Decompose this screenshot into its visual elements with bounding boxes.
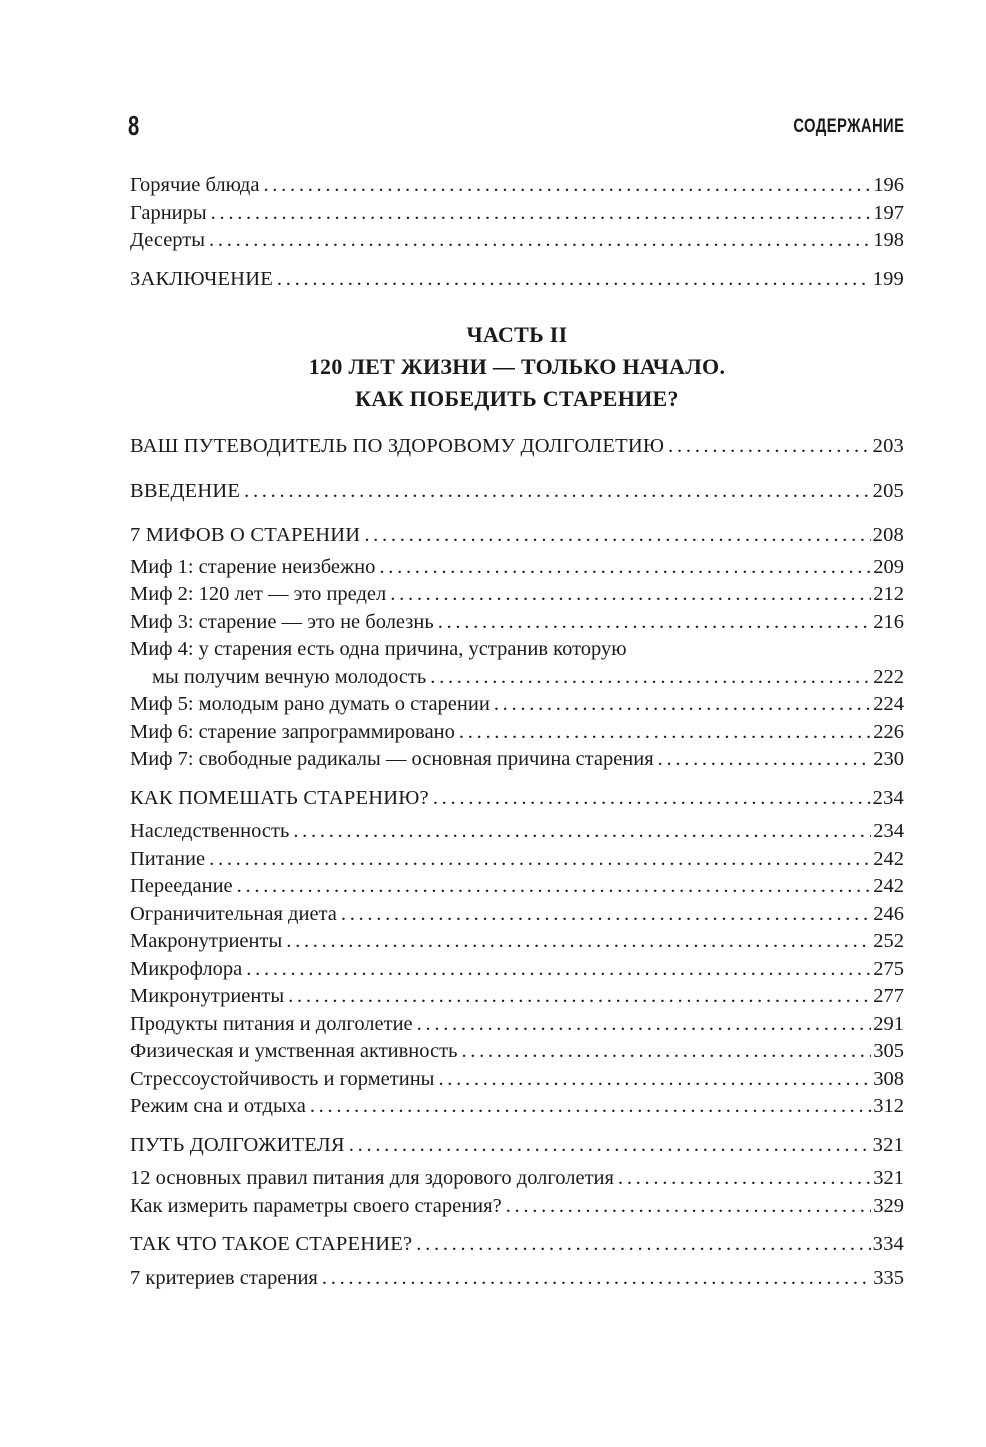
toc-entry-page: 226 xyxy=(873,720,904,743)
toc-entry-page: 321 xyxy=(873,1167,904,1189)
toc-entry-label: Микрофлора xyxy=(130,957,243,980)
toc-chapter-prevent xyxy=(130,785,904,813)
toc-entry-page: 197 xyxy=(873,201,904,224)
toc-entry xyxy=(130,719,904,747)
toc-entry-label: Макронутриенты xyxy=(130,930,283,952)
toc-leader xyxy=(658,746,872,774)
toc-entry-label: Переедание xyxy=(130,875,233,897)
toc-entry-page: 242 xyxy=(873,847,904,870)
toc-leader xyxy=(209,227,871,255)
toc-entry-page: 230 xyxy=(873,748,904,770)
toc-entry-page: 198 xyxy=(873,229,904,251)
toc-entry xyxy=(130,664,904,692)
toc-leader xyxy=(322,1265,871,1293)
toc-entry-page: 246 xyxy=(873,902,904,925)
toc-entry-page: 275 xyxy=(873,957,904,980)
toc-chapter-conclusion xyxy=(130,266,904,294)
toc-chapter-label: ВАШ ПУТЕВОДИТЕЛЬ ПО ЗДОРОВОМУ ДОЛГОЛЕТИЮ xyxy=(130,435,665,457)
toc-entry-page: 291 xyxy=(873,1012,904,1035)
table-of-contents xyxy=(130,172,904,1292)
toc-chapter-intro xyxy=(130,478,904,506)
toc-chapter-label: ТАК ЧТО ТАКОЕ СТАРЕНИЕ? xyxy=(130,1233,413,1255)
part-title-line-1: 120 ЛЕТ ЖИЗНИ — ТОЛЬКО НАЧАЛО. xyxy=(308,354,726,379)
toc-entry xyxy=(130,1011,904,1039)
toc-entry xyxy=(130,1066,904,1094)
toc-chapter-label: 7 МИФОВ О СТАРЕНИИ xyxy=(130,524,361,546)
toc-entry-page: 242 xyxy=(873,875,904,897)
toc-leader xyxy=(286,928,871,956)
toc-entry-label: Стрессоустойчивость и горметины xyxy=(130,1067,435,1090)
toc-entry-page: 216 xyxy=(873,610,904,633)
toc-entry-first-line: Миф 4: у старения есть одна причина, устранив которую xyxy=(130,638,627,660)
toc-entry-page: 329 xyxy=(873,1194,904,1217)
toc-entry-page: 209 xyxy=(873,555,904,578)
toc-entry-label: Миф 2: 120 лет — это предел xyxy=(130,583,387,605)
toc-leader xyxy=(417,1011,872,1039)
toc-chapter-page: 321 xyxy=(872,1133,904,1156)
toc-leader xyxy=(379,554,871,582)
toc-entry xyxy=(130,956,904,984)
toc-entry-page: 196 xyxy=(873,174,904,196)
toc-leader xyxy=(277,266,871,294)
toc-entry-page: 234 xyxy=(873,820,904,842)
toc-entry xyxy=(130,1265,904,1293)
toc-entry-label: мы получим вечную молодость xyxy=(152,665,427,688)
toc-leader xyxy=(244,478,871,506)
toc-entry xyxy=(130,554,904,582)
toc-leader xyxy=(438,1066,871,1094)
part-title-line-2: КАК ПОБЕДИТЬ СТАРЕНИЕ? xyxy=(355,386,679,411)
part-heading xyxy=(130,319,904,415)
toc-leader xyxy=(433,785,871,813)
toc-entry xyxy=(130,691,904,719)
toc-leader xyxy=(288,983,871,1011)
toc-leader xyxy=(364,522,870,550)
toc-entry-label: Питание xyxy=(130,847,206,870)
toc-leader xyxy=(494,691,871,719)
toc-entry xyxy=(130,928,904,956)
toc-leader xyxy=(310,1093,871,1121)
toc-leader xyxy=(461,1038,871,1066)
toc-leader xyxy=(416,1231,870,1259)
toc-entry xyxy=(130,901,904,929)
toc-chapter-label: ВВЕДЕНИЕ xyxy=(130,479,241,502)
toc-entry-label: Режим сна и отдыха xyxy=(130,1095,306,1117)
toc-entry xyxy=(130,1038,904,1066)
toc-leader xyxy=(459,719,871,747)
toc-leader xyxy=(506,1193,872,1221)
toc-entry-label: Как измерить параметры своего старения? xyxy=(130,1194,502,1217)
toc-entry-label: Наследственность xyxy=(130,820,290,842)
toc-chapter-label: ПУТЬ ДОЛГОЖИТЕЛЯ xyxy=(130,1133,345,1156)
toc-entry-label: 12 основных правил питания для здорового долголетия xyxy=(130,1167,614,1189)
toc-entry xyxy=(130,846,904,874)
toc-entry-label: Миф 7: свободные радикалы — основная причина старения xyxy=(130,748,654,770)
toc-leader xyxy=(618,1165,871,1193)
toc-entry-page: 212 xyxy=(873,583,904,605)
toc-leader xyxy=(430,664,871,692)
toc-entry-page: 222 xyxy=(873,665,904,688)
toc-chapter-label: КАК ПОМЕШАТЬ СТАРЕНИЮ? xyxy=(130,786,429,809)
toc-leader xyxy=(390,581,871,609)
toc-entry-label: Ограничительная диета xyxy=(130,902,337,925)
toc-entry-label: Миф 3: старение — это не болезнь xyxy=(130,610,434,633)
toc-entry-page: 252 xyxy=(873,930,904,952)
toc-chapter-page: 203 xyxy=(872,435,904,457)
toc-entry xyxy=(130,1093,904,1121)
toc-entry xyxy=(130,1165,904,1193)
toc-leader xyxy=(211,200,872,228)
toc-entry-page: 224 xyxy=(873,693,904,715)
toc-chapter-page: 205 xyxy=(872,479,904,502)
toc-entry-page: 305 xyxy=(873,1040,904,1062)
toc-entry-label: Физическая и умственная активность xyxy=(130,1040,458,1062)
page-number: 8 xyxy=(128,110,140,141)
toc-entry xyxy=(130,818,904,846)
toc-entry xyxy=(130,983,904,1011)
toc-chapter-path xyxy=(130,1132,904,1160)
toc-entry-page: 277 xyxy=(873,985,904,1007)
toc-chapter-page: 199 xyxy=(872,267,904,290)
toc-chapter-label: ЗАКЛЮЧЕНИЕ xyxy=(130,267,273,290)
toc-leader xyxy=(438,609,872,637)
toc-entry-label: Миф 1: старение неизбежно xyxy=(130,555,376,578)
toc-entry-label: Продукты питания и долголетие xyxy=(130,1012,413,1035)
toc-leader xyxy=(349,1132,871,1160)
toc-entry xyxy=(130,227,904,255)
toc-leader xyxy=(341,901,871,929)
toc-entry xyxy=(130,746,904,774)
toc-entry-page: 308 xyxy=(873,1067,904,1090)
toc-entry xyxy=(130,609,904,637)
toc-entry-label: Десерты xyxy=(130,229,206,251)
toc-leader xyxy=(263,172,871,200)
toc-leader xyxy=(237,873,872,901)
toc-entry-label: Миф 6: старение запрограммировано xyxy=(130,720,455,743)
running-head: СОДЕРЖАНИЕ xyxy=(792,116,904,137)
toc-entry-page: 312 xyxy=(873,1095,904,1117)
toc-entry-label: Миф 5: молодым рано думать о старении xyxy=(130,693,490,715)
toc-entry-label: 7 критериев старения xyxy=(130,1266,318,1289)
toc-entry-label: Микронутриенты xyxy=(130,985,285,1007)
toc-entry-page: 335 xyxy=(873,1266,904,1289)
toc-entry xyxy=(130,1193,904,1221)
toc-entry xyxy=(130,200,904,228)
toc-chapter-guide xyxy=(130,433,904,461)
toc-leader xyxy=(668,433,871,461)
toc-entry-label: Горячие блюда xyxy=(130,174,260,196)
toc-entry xyxy=(130,873,904,901)
toc-chapter-what xyxy=(130,1231,904,1259)
toc-chapter-page: 334 xyxy=(872,1233,904,1255)
toc-leader xyxy=(293,818,871,846)
toc-leader xyxy=(209,846,871,874)
toc-entry xyxy=(130,172,904,200)
toc-chapter-page: 234 xyxy=(872,786,904,809)
toc-chapter-page: 208 xyxy=(872,524,904,546)
toc-entry xyxy=(130,581,904,609)
part-number: ЧАСТЬ II xyxy=(466,322,568,347)
toc-leader xyxy=(246,956,871,984)
toc-chapter-myths xyxy=(130,522,904,550)
toc-entry-label: Гарниры xyxy=(130,201,207,224)
